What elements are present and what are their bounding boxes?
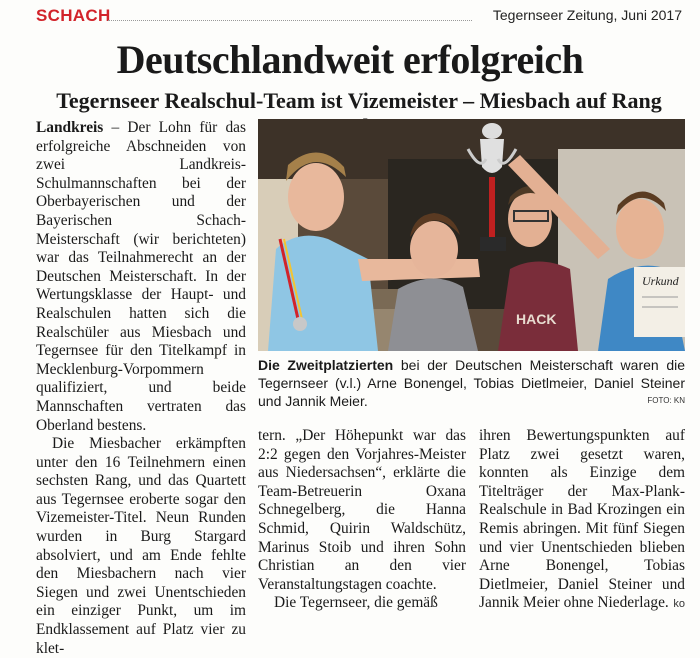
article-paragraph: ihren Bewertungspunkten auf Platz zwei gesetzt waren, konnten als Einzige dem Titelträger der Max-Plank-Realschule in Bad Krozingen ein Remis abringen. Mit fünf Siegen und vier Unentschieden blieben Arne Bonengel, Tobias Dietlmeier, Daniel Steiner und Jannik Meier ohne Niederlage. — [479, 427, 685, 612]
photo-caption — [258, 356, 685, 410]
article-paragraph: Die Tegernseer, die gemäß — [274, 594, 438, 612]
article-column-1 — [36, 119, 246, 658]
publication-source: Tegernseer Zeitung, Juni 2017 — [492, 7, 682, 23]
article-paragraph: tern. „Der Höhepunkt war das 2:2 gegen den Vorjahres-Meister aus Niedersachsen“, erklärte die Team-Betreuerin Oxana Schnegelberg, die Hanna Schmid, Quirin Waldschütz, Marinus Stoib und ihren Sohn Christian an den vier Veranstaltungstagen coachte. — [258, 427, 466, 593]
team-photo-illustration — [258, 119, 685, 351]
section-rubric: SCHACH — [36, 6, 111, 25]
dateline: Landkreis — [36, 119, 104, 136]
author-signature: ko — [673, 598, 685, 610]
article-column-2 — [258, 427, 466, 613]
article-paragraph: Die Miesbacher erkämpften unter den 16 Teilnehmern einen sechsten Rang, und das Quartett aus Tegernsee eroberte sogar den Vizemeister-Titel. Neun Runden wurden in Burg Stargard absolviert, und am Ende fehlte den Miesbachern nach vier Siegen und zwei Unentschieden ein einziger Punkt, um im Endklassement auf Platz vier zu klet- — [36, 435, 246, 657]
caption-lead: Die Zweitplatzierten — [258, 357, 394, 373]
dotted-divider — [108, 20, 472, 21]
page-header — [36, 6, 682, 28]
team-photo — [258, 119, 685, 351]
article-column-3 — [479, 427, 685, 613]
shirt-lettering: HACK — [516, 311, 557, 327]
article-paragraph — [36, 119, 246, 435]
certificate-lettering: Urkund — [642, 274, 679, 288]
headline: Deutschlandweit erfolgreich — [116, 37, 584, 82]
paragraph-text: – Der Lohn für das erfolgreiche Abschneiden von zwei Landkreis-Schulmannschaften bei der Oberbayerischen und der Bayerischen Schach-Meisterschaft (wir berichteten) war das Teilnahmerecht an der Deutschen Meisterschaft. In der Wertungsklasse der Haupt- und Realschulen hatten sich die Realschüler aus Miesbach und Tegernsee für den Titelkampf in Mecklenburg-Vorpommern qualifiziert, und beide Mannschaften vertraten das Oberland bestens. — [36, 119, 246, 434]
subheadline: Tegernseer Realschul-Team ist Vizemeister – Miesbach auf Rang — [56, 88, 662, 113]
photo-credit: FOTO: KN — [647, 396, 685, 405]
caption-text: bei der Deutschen Meisterschaft waren die Tegernseer (v.l.) Arne Bonengel, Tobias Dietlmeier, Daniel Steiner und Jannik Meier. — [258, 357, 686, 409]
